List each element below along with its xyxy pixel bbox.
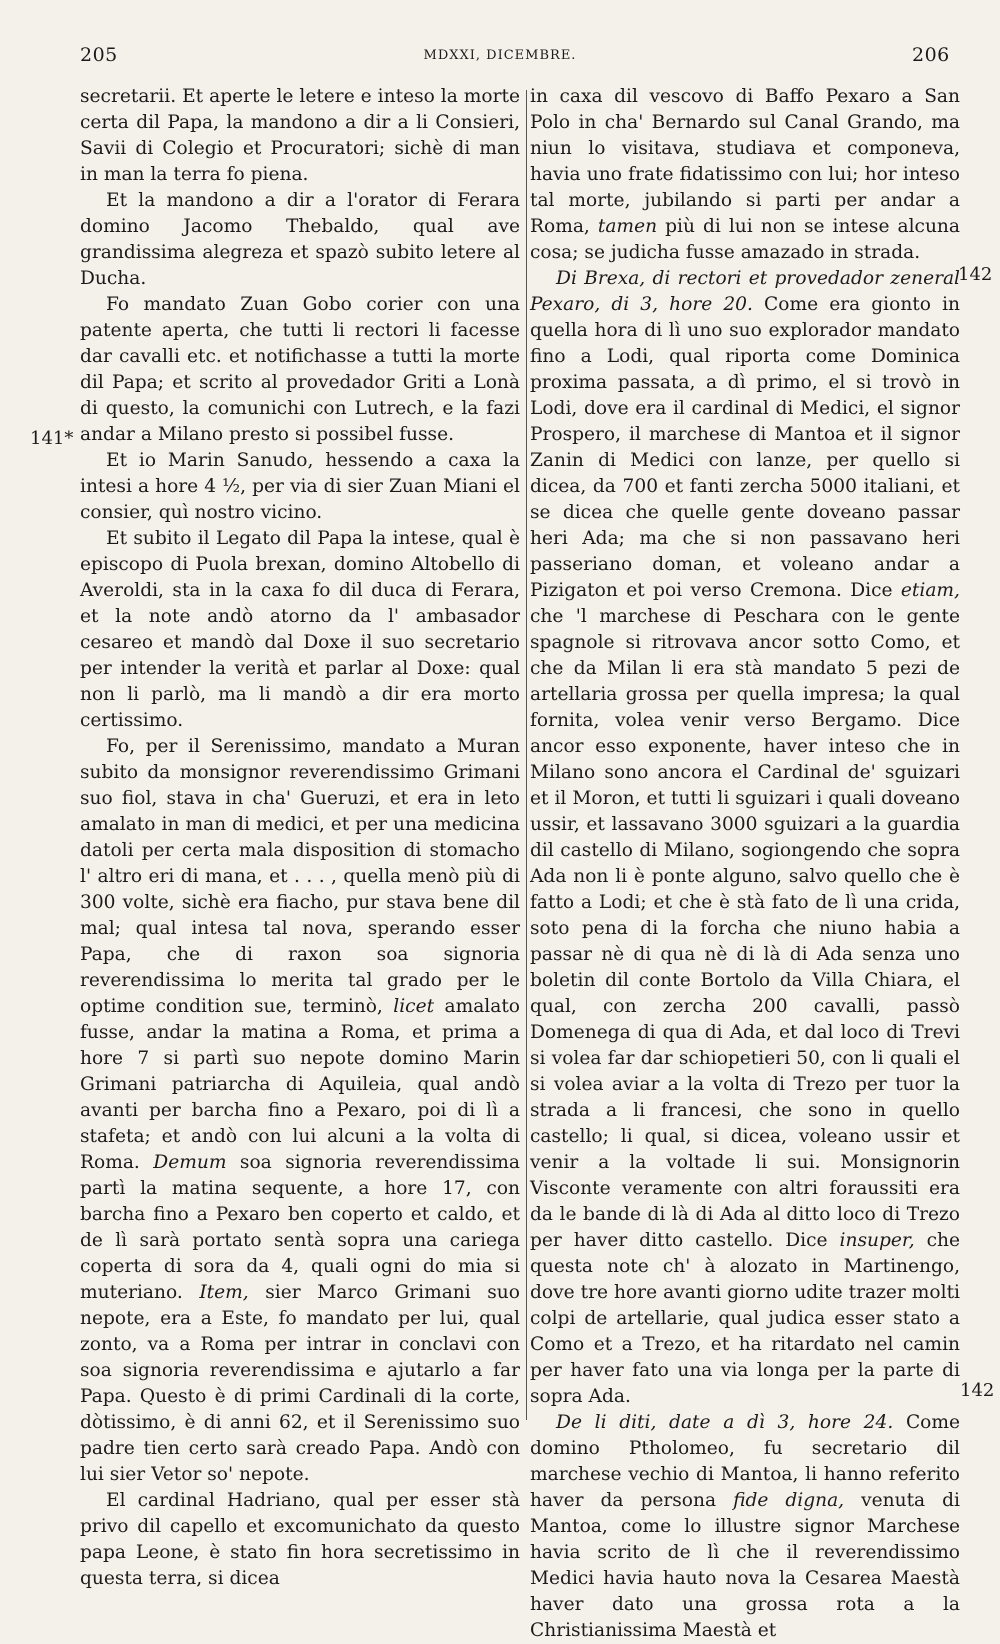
left-column <box>80 84 520 1592</box>
text-run: Fo, per il Serenissimo, mandato a Muran subito da monsignor reverendissimo Grimani suo fiol, stava in cha' Gueruzi, et era in leto amalato in man di medici, et per una medicina datoli per certa mala disposition di stomacho l' altro eri di mana, et . . . , quella menò più di 300 volte, sichè era fiacho, pur stava bene dil mal; qual intesa tal nova, sperando esser Papa, che di raxon soa signoria reverendissima lo merita tal grado per le optime condition sue, terminò, <box>80 736 520 1017</box>
text-run: soa signoria reverendissima partì la matina sequente, a hore 17, con barcha fino a Pexaro ben coperto et caldo, et de lì sarà portato sentà sopra una cariega coperta di sora da 4, quali ogni do mia si muteriano. <box>80 1152 520 1303</box>
italic-term: fide digna, <box>733 1490 845 1511</box>
italic-term: insuper, <box>839 1230 915 1251</box>
margin-note-141: 141* <box>30 428 74 449</box>
running-title: MDXXI, DICEMBRE. <box>423 48 577 63</box>
paragraph: Et io Marin Sanudo, hessendo a caxa la intesi a hore 4 ½, per via di sier Zuan Miani el consier, quì nostro vicino. <box>80 450 520 523</box>
text-run: che 'l marchese di Peschara con le gente spagnole si ritrovava ancor sotto Como, et che da Milan li era stà mandato 5 pezi de artellaria grossa per quella impresa; la qual fornita, volea venir verso Bergamo. Dice ancor esso exponente, haver inteso che in Milano sono ancora el Cardinal de' sguizari et il Moron, et tutti li sguizari i quali doveano ussir, et lassavano 3000 sguizari a la guardia dil castello di Milano, sogiongendo che sopra Ada non li è ponte alguno, salvo quello che è fatto a Lodi; et che è stà fato de lì una crida, soto pena di la forcha che niuno habia a passar nè di qua nè di là di Ada senza uno boletin dil conte Bortolo da Villa Chiara, el qual, con zercha 200 cavalli, passò Domenega di qua di Ada, et dal loco di Trevi si volea far dar schiopetieri 50, con li quali el si volea aviar a la volta di Trezo per tuor la strada a li francesi, che sono in quello castello; li qual, si dicea, voleano ussir et venir a la voltade li sui. Monsignorin Visconte veramente con altri foraussiti era da le bande di là di Ada al ditto loco di Trezo per haver ditto castello. Dice <box>530 606 960 1251</box>
paragraph: Et la mandono a dir a l'orator di Ferara domino Jacomo Thebaldo, qual ave grandissima alegreza et spazò subito letere al Ducha. <box>80 190 520 289</box>
text-run: venuta di Mantoa, come lo illustre signor Marchese havia scrito de lì che il reverendissimo Medici havia hauto nova la Cesarea Maestà haver dato una grossa rota a la Christianissima Maestà et <box>530 1490 960 1641</box>
page-number-left: 205 <box>80 44 118 66</box>
dispatch-heading: De li diti, date a dì 3, hore 24. <box>556 1412 894 1433</box>
right-column <box>530 84 960 1644</box>
paragraph <box>530 84 960 266</box>
text-run: Come era gionto in quella hora di lì uno suo explorador mandato fino a Lodi, qual riporta come Dominica proxima passata, a dì primo, el si trovò in Lodi, dove era il cardinal di Medici, el signor Prospero, il marchese di Mantoa et il signor Zanin di Medici con lanze, per quello si dicea, da 700 et fanti zercha 5000 italiani, et se dicea che quelle gente doveano passar heri Ada; ma che si non passavano heri passeriano doman, et voleano andar a Pizigaton et poi verso Cremona. Dice <box>530 294 961 601</box>
italic-term: Item, <box>199 1282 249 1303</box>
paragraph <box>530 1410 960 1644</box>
text-run: amalato fusse, andar la matina a Roma, et prima a hore 7 si partì suo nepote domino Marin Grimani patriarcha di Aquileia, qual andò avanti per barcha fino a Pexaro, poi di lì a stafeta; et andò con lui alcuni a la volta di Roma. <box>80 996 521 1173</box>
paragraph: El cardinal Hadriano, qual per esser stà privo dil capello et excomunichato da questo papa Leone, è stato fin hora secretissimo in questa terra, si dicea <box>80 1490 520 1589</box>
text-run: che questa note ch' à alozato in Martinengo, dove tre hore avanti giorno udite trazer molti colpi de artellarie, qual judica esser stato a Como et a Trezo, et ha ritardato nel camin per haver fato una via longa per la parte di sopra Ada. <box>530 1230 960 1407</box>
italic-term: tamen <box>597 216 658 237</box>
text-run: Come domino Ptholomeo, fu secretario dil marchese vechio di Mantoa, li hanno referito haver da persona <box>530 1412 960 1511</box>
dispatch-heading: Di Brexa, di rectori et provedador zeneral Pexaro, di 3, hore 20. <box>530 268 960 315</box>
paragraph: Et subito il Legato dil Papa la intese, qual è episcopo di Puola brexan, domino Altobello di Averoldi, sta in la caxa fo dil duca di Ferara, et la note andò atorno da l' ambasador cesareo et mandò dal Doxe il suo secretario per intender la verità et parlar al Doxe: qual non li parlò, ma li mandò a dir era morto certissimo. <box>80 528 520 731</box>
paragraph: secretarii. Et aperte le letere e inteso la morte certa dil Papa, la mandono a dir a li Consieri, Savii di Colegio et Procuratori; sichè di man in man la terra fo piena. <box>80 86 520 185</box>
text-run: più di lui non se intese alcuna cosa; se judicha fusse amazado in strada. <box>530 216 960 263</box>
column-divider <box>526 90 527 1420</box>
italic-term: licet <box>393 996 435 1017</box>
margin-note-142-top: 142 <box>958 264 993 285</box>
italic-term: Demum <box>153 1152 227 1173</box>
margin-note-142-bottom: 142 <box>960 1380 995 1401</box>
text-run: sier Marco Grimani suo nepote, era a Este, fo mandato per lui, qual zonto, va a Roma per intrar in conclavi con soa signoria reverendissima e ajutarlo a far Papa. Questo è di primi Cardinali di la corte, dòtissimo, è di anni 62, et il Serenissimo suo padre tien certo sarà creado Papa. Andò con lui sier Vetor so' nepote. <box>80 1282 520 1485</box>
italic-term: etiam, <box>900 580 960 601</box>
page-number-right: 206 <box>912 44 950 66</box>
text-run: in caxa dil vescovo di Baffo Pexaro a San Polo in cha' Bernardo sul Canal Grando, ma niun lo visitava, studiava et componeva, havia uno frate fidatissimo con lui; hor inteso tal morte, jubilando si parti per andar a Roma, <box>530 86 960 237</box>
paragraph <box>530 266 960 1410</box>
paragraph: Fo mandato Zuan Gobo corier con una patente aperta, che tutti li rectori li facesse dar cavalli etc. et notifichasse a tutti la morte dil Papa; et scrito al provedador Griti a Lonà di questo, la comunichi con Lutrech, e la fazi andar a Milano presto si possibel fusse. <box>80 294 520 445</box>
paragraph <box>80 734 520 1488</box>
